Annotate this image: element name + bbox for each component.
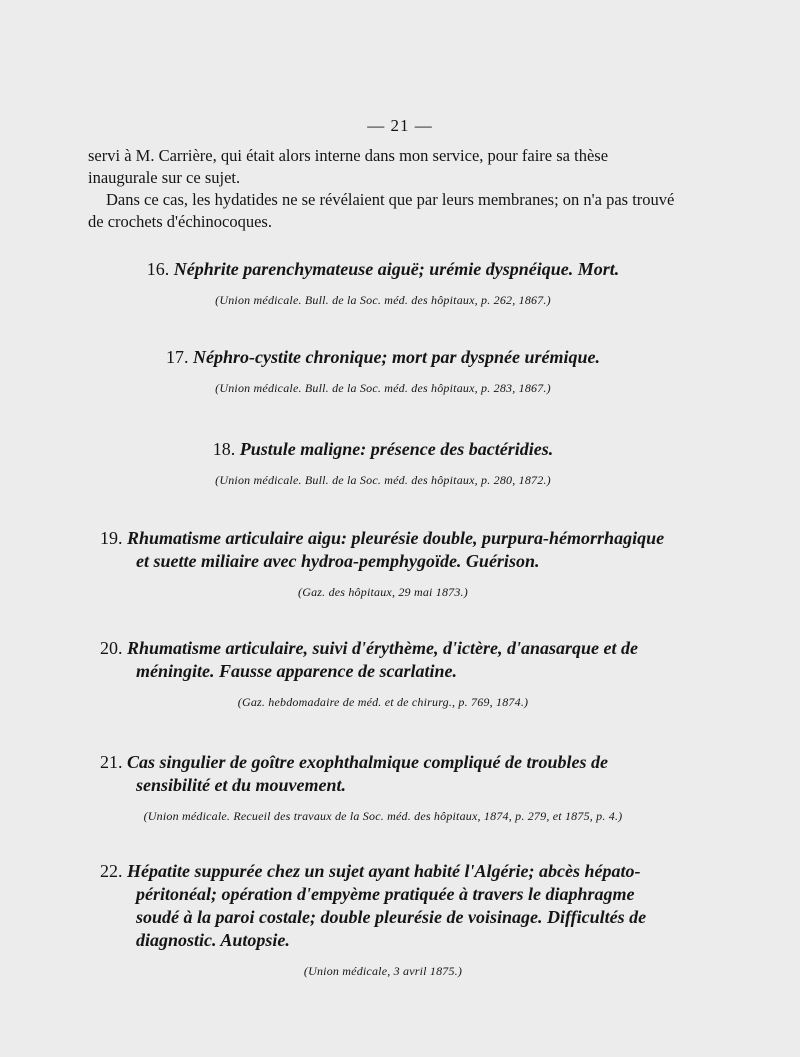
entry-title-text: Néphrite parenchymateuse aiguë; urémie dyspnéique. Mort. <box>173 259 620 279</box>
entry-title <box>88 637 678 683</box>
entry-19 <box>88 527 678 600</box>
entry-16 <box>88 258 678 308</box>
page-number: — 21 — <box>367 116 433 135</box>
entry-number: 22. <box>100 861 123 881</box>
intro-line-1: servi à M. Carrière, qui était alors interne dans mon service, pour faire sa thèse inaugurale sur ce sujet. <box>88 146 609 187</box>
entry-title <box>88 346 678 369</box>
entry-number: 19. <box>100 528 123 548</box>
entry-source: (Union médicale, 3 avril 1875.) <box>303 964 463 978</box>
entry-number: 16. <box>146 259 170 279</box>
entry-22 <box>88 860 678 979</box>
entry-title <box>88 527 678 573</box>
entry-number: 18. <box>212 439 236 459</box>
entry-source: (Union médicale. Bull. de la Soc. méd. des hôpitaux, p. 283, 1867.) <box>215 381 551 395</box>
entry-title-text: Néphro-cystite chronique; mort par dyspnée urémique. <box>193 347 600 367</box>
entry-source: (Gaz. des hôpitaux, 29 mai 1873.) <box>298 585 468 599</box>
intro-paragraph <box>88 145 678 233</box>
entry-title-text: Rhumatisme articulaire aigu: pleurésie double, purpura-hémorrhagique et suette miliaire avec hydroa-pemphygoïde. Guérison. <box>127 528 665 571</box>
entry-title <box>88 751 678 797</box>
entry-number: 21. <box>100 752 123 772</box>
entry-title-text: Hépatite suppurée chez un sujet ayant habité l'Algérie; abcès hépato-péritonéal; opération d'empyème pratiquée à travers le diaphragme soudé à la paroi costale; double pleurésie de voisinage. Difficultés de diagnostic. Autopsie. <box>127 861 647 950</box>
entry-20 <box>88 637 678 710</box>
entry-17 <box>88 346 678 396</box>
intro-line-2: Dans ce cas, les hydatides ne se révélaient que par leurs membranes; on n'a pas trouvé de crochets d'échinocoques. <box>88 190 675 231</box>
entry-title-text: Rhumatisme articulaire, suivi d'érythème, d'ictère, d'anasarque et de méningite. Fausse apparence de scarlatine. <box>127 638 638 681</box>
entry-title <box>88 258 678 281</box>
entry-source: (Gaz. hebdomadaire de méd. et de chirurg., p. 769, 1874.) <box>237 695 529 709</box>
entry-source: (Union médicale. Bull. de la Soc. méd. des hôpitaux, p. 262, 1867.) <box>215 293 551 307</box>
entry-number: 20. <box>100 638 123 658</box>
entry-18 <box>88 438 678 488</box>
entry-number: 17. <box>166 347 189 367</box>
entry-21 <box>88 751 678 824</box>
entry-title-text: Pustule maligne: présence des bactéridies. <box>239 439 554 459</box>
entry-title-text: Cas singulier de goître exophthalmique compliqué de troubles de sensibilité et du mouvement. <box>127 752 609 795</box>
entry-title <box>88 438 678 461</box>
entry-title <box>88 860 678 952</box>
entry-source: (Union médicale. Bull. de la Soc. méd. des hôpitaux, p. 280, 1872.) <box>215 473 551 487</box>
entry-source: (Union médicale. Recueil des travaux de la Soc. méd. des hôpitaux, 1874, p. 279, et 1875, p. 4.) <box>143 809 623 823</box>
